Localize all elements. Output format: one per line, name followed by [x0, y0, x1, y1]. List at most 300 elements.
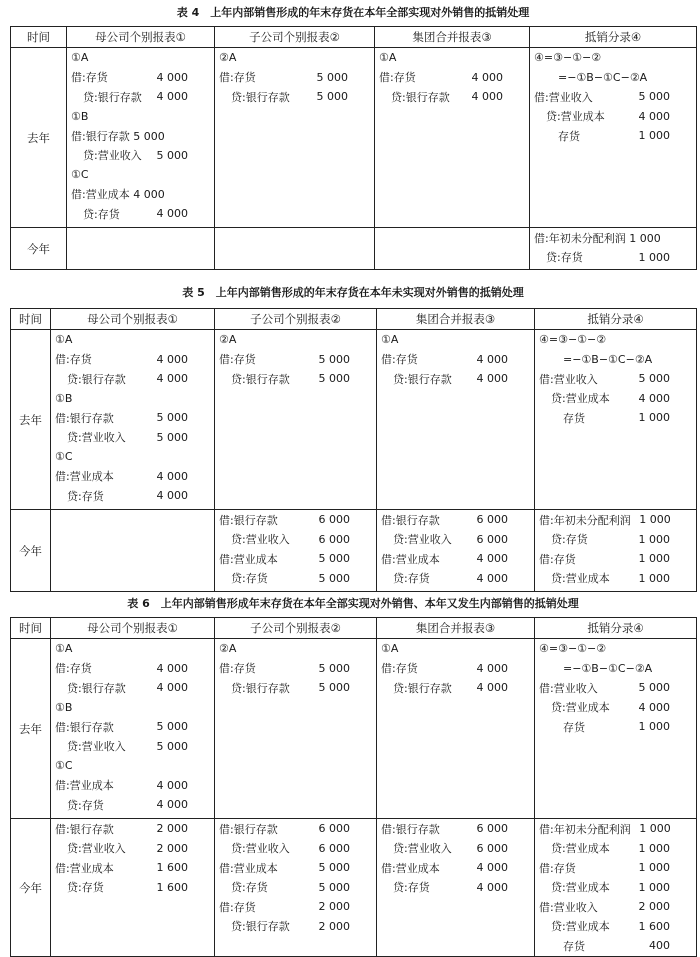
- entry-text: 贷:银行存款: [231, 90, 290, 104]
- entry-amount: 4 000: [471, 90, 503, 104]
- entry-text: ①B: [55, 391, 73, 405]
- sub-cell: [215, 330, 377, 510]
- entry-line: [377, 549, 534, 569]
- table-4: [10, 26, 697, 270]
- header-group: 集团合并报表③: [377, 618, 535, 639]
- entry-amount: 4 000: [476, 571, 508, 585]
- entry-text: 贷:银行存款: [67, 372, 126, 386]
- table-5-block: [10, 284, 696, 592]
- entry-line: [51, 350, 214, 370]
- entry-amount: 400: [649, 939, 670, 953]
- entry-text: 借:营业收入: [539, 372, 598, 386]
- entry-amount: 6 000: [476, 822, 508, 836]
- entry-line: [375, 48, 529, 68]
- entry-text: 借:存货: [219, 900, 256, 914]
- header-sub: 子公司个别报表②: [215, 618, 377, 639]
- entry-text: 借:存货: [539, 552, 576, 566]
- entry-amount: 6 000: [318, 532, 350, 546]
- entry-text: 贷:存货: [67, 489, 104, 503]
- entry-text: 贷:营业成本: [551, 572, 610, 586]
- header-elim: 抵销分录④: [535, 618, 697, 639]
- entry-line: [535, 369, 696, 389]
- entry-text: 借:营业收入: [534, 90, 593, 104]
- entry-amount: 6 000: [476, 513, 508, 527]
- entry-line: [530, 87, 696, 107]
- entry-amount: 4 000: [156, 207, 188, 221]
- group-cell: [375, 228, 530, 270]
- entry-amount: 6 000: [318, 841, 350, 855]
- entry-line: [51, 408, 214, 428]
- entry-line: [51, 737, 214, 757]
- entry-line: [535, 698, 696, 718]
- parent-cell: [67, 48, 215, 228]
- entry-amount: 1 000: [639, 513, 671, 527]
- entry-amount: 5 000: [156, 720, 188, 734]
- entry-line: [377, 369, 534, 389]
- entry-text: 借:存货: [55, 353, 92, 367]
- entry-amount: 5 000: [318, 861, 350, 875]
- entry-line: [51, 639, 214, 659]
- parent-cell: [67, 228, 215, 270]
- time-cell: 去年: [11, 48, 67, 228]
- entry-line: [215, 530, 376, 550]
- header-parent: 母公司个别报表①: [67, 27, 215, 48]
- sub-cell: [215, 510, 377, 592]
- entry-text: 贷:银行存款: [67, 681, 126, 695]
- entry-line: [51, 486, 214, 506]
- header-parent: 母公司个别报表①: [51, 309, 215, 330]
- table-5: [10, 308, 697, 592]
- entry-amount: 4 000: [156, 778, 188, 792]
- header-elim: 抵销分录④: [535, 309, 697, 330]
- entry-line: [377, 858, 534, 878]
- header-group: 集团合并报表③: [375, 27, 530, 48]
- entry-amount: 6 000: [318, 822, 350, 836]
- entry-line: [67, 68, 214, 88]
- entry-text: 贷:银行存款: [391, 90, 450, 104]
- entry-line: [535, 330, 696, 350]
- entry-line: [51, 858, 214, 878]
- header-time: 时间: [11, 618, 51, 639]
- sub-cell: [215, 819, 377, 957]
- group-cell: [377, 330, 535, 510]
- entry-line: [377, 330, 534, 350]
- entry-line: [215, 48, 374, 68]
- entry-text: 借:营业收入: [539, 681, 598, 695]
- entry-amount: 5 000: [156, 411, 188, 425]
- entry-text: 借:存货: [379, 71, 416, 85]
- entry-line: [67, 204, 214, 224]
- entry-text: 贷:存货: [393, 881, 430, 895]
- entry-text: ①A: [55, 333, 73, 347]
- entry-amount: 4 000: [156, 469, 188, 483]
- header-time: 时间: [11, 27, 67, 48]
- table-row: [11, 819, 697, 957]
- table-row: [11, 510, 697, 592]
- entry-text: =−①B−①C−②A: [563, 352, 653, 366]
- entry-text: 存货: [558, 129, 580, 143]
- entry-text: 借:年初未分配利润: [539, 822, 631, 836]
- entry-line: [51, 447, 214, 467]
- entry-amount: 4 000: [638, 109, 670, 123]
- entry-line: [215, 350, 376, 370]
- entry-text: ①A: [55, 642, 73, 656]
- parent-cell: [51, 819, 215, 957]
- entry-line: [215, 819, 376, 839]
- entry-line: [51, 330, 214, 350]
- entry-amount: 1 000: [639, 822, 671, 836]
- group-cell: [377, 510, 535, 592]
- entry-line: [535, 389, 696, 409]
- table-row: [11, 48, 697, 228]
- entry-amount: 5 000: [316, 70, 348, 84]
- entry-amount: 4 000: [638, 391, 670, 405]
- entry-line: [51, 467, 214, 487]
- entry-amount: 4 000: [156, 798, 188, 812]
- entry-line: [215, 839, 376, 859]
- parent-cell: [51, 330, 215, 510]
- entry-text: 贷:营业成本: [551, 392, 610, 406]
- entry-text: 借:年初未分配利润 1 000: [534, 231, 661, 245]
- entry-text: 借:营业成本: [55, 861, 114, 875]
- sub-cell: [215, 228, 375, 270]
- entry-text: 贷:存货: [67, 881, 104, 895]
- entry-amount: 5 000: [156, 148, 188, 162]
- group-cell: [375, 48, 530, 228]
- entry-amount: 5 000: [318, 681, 350, 695]
- time-cell: 今年: [11, 510, 51, 592]
- entry-text: ④=③−①−②: [539, 333, 607, 347]
- entry-line: [215, 878, 376, 898]
- entry-text: 借:存货: [381, 662, 418, 676]
- entry-text: 借:存货: [381, 353, 418, 367]
- entry-amount: 6 000: [318, 513, 350, 527]
- entry-amount: 1 000: [638, 880, 670, 894]
- entry-line: [51, 428, 214, 448]
- time-cell: 今年: [11, 228, 67, 270]
- entry-line: [51, 776, 214, 796]
- entry-text: ①C: [71, 168, 89, 182]
- header-parent: 母公司个别报表①: [51, 618, 215, 639]
- entry-text: 贷:银行存款: [231, 920, 290, 934]
- entry-line: [215, 569, 376, 589]
- entry-line: [535, 917, 696, 937]
- entry-text: 贷:存货: [231, 572, 268, 586]
- entry-text: 借:银行存款 5 000: [71, 129, 165, 143]
- table-header-row: [11, 618, 697, 639]
- entry-line: [67, 48, 214, 68]
- elim-cell: [535, 510, 697, 592]
- entry-line: [535, 819, 696, 839]
- entry-line: [535, 408, 696, 428]
- entry-text: ④=③−①−②: [534, 51, 602, 65]
- entry-line: [215, 917, 376, 937]
- entry-line: [377, 639, 534, 659]
- entry-text: ①A: [71, 51, 89, 65]
- time-cell: 去年: [11, 639, 51, 819]
- entry-amount: 4 000: [156, 352, 188, 366]
- entry-text: 借:营业成本: [219, 552, 278, 566]
- table-4-caption: 表 4 上年内部销售形成的年末存货在本年全部实现对外销售的抵销处理: [176, 6, 530, 19]
- entry-text: 贷:银行存款: [231, 681, 290, 695]
- entry-text: 贷:存货: [551, 533, 588, 547]
- entry-amount: 5 000: [318, 552, 350, 566]
- entry-amount: 5 000: [318, 880, 350, 894]
- sub-cell: [215, 639, 377, 819]
- entry-line: [215, 549, 376, 569]
- entry-amount: 1 000: [638, 411, 670, 425]
- table-6: [10, 617, 697, 957]
- entry-text: 贷:营业成本: [551, 881, 610, 895]
- entry-line: [51, 819, 214, 839]
- entry-text: ①B: [71, 109, 89, 123]
- sub-cell: [215, 48, 375, 228]
- entry-text: 贷:存货: [546, 251, 583, 265]
- entry-amount: 1 000: [638, 571, 670, 585]
- entry-line: [67, 107, 214, 127]
- entry-line: [67, 146, 214, 166]
- entry-line: [51, 659, 214, 679]
- entry-amount: 6 000: [476, 841, 508, 855]
- entry-text: 贷:营业收入: [67, 842, 126, 856]
- entry-amount: 1 000: [638, 250, 670, 264]
- entry-text: 借:存货: [71, 71, 108, 85]
- entry-amount: 4 000: [476, 372, 508, 386]
- entry-amount: 4 000: [156, 372, 188, 386]
- entry-line: [535, 839, 696, 859]
- table-6-block: [10, 595, 696, 953]
- entry-text: 贷:银行存款: [393, 681, 452, 695]
- header-time: 时间: [11, 309, 51, 330]
- entry-line: [530, 48, 696, 68]
- entry-line: [215, 897, 376, 917]
- entry-amount: 5 000: [638, 681, 670, 695]
- entry-amount: 5 000: [318, 661, 350, 675]
- entry-line: [215, 510, 376, 530]
- elim-cell: [535, 639, 697, 819]
- entry-line: [51, 878, 214, 898]
- entry-line: [535, 678, 696, 698]
- elim-cell: [530, 228, 697, 270]
- entry-line: [215, 330, 376, 350]
- entry-text: ②A: [219, 51, 237, 65]
- entry-text: 借:存货: [219, 353, 256, 367]
- entry-text: 贷:营业成本: [551, 920, 610, 934]
- entry-line: [377, 510, 534, 530]
- entry-line: [535, 569, 696, 589]
- entry-line: [51, 756, 214, 776]
- table-5-caption: 表 5 上年内部销售形成的年末存货在本年未实现对外销售的抵销处理: [182, 286, 524, 299]
- entry-text: 借:存货: [219, 662, 256, 676]
- group-cell: [377, 639, 535, 819]
- entry-text: 借:银行存款: [381, 822, 440, 836]
- entry-line: [535, 858, 696, 878]
- table-row: [11, 330, 697, 510]
- entry-text: 借:存货: [219, 71, 256, 85]
- entry-text: ①A: [381, 642, 399, 656]
- header-sub: 子公司个别报表②: [215, 27, 375, 48]
- entry-line: [377, 569, 534, 589]
- entry-text: 借:营业成本 4 000: [71, 188, 165, 202]
- entry-line: [530, 248, 696, 268]
- entry-line: [51, 698, 214, 718]
- entry-amount: 4 000: [156, 661, 188, 675]
- entry-amount: 4 000: [476, 880, 508, 894]
- entry-amount: 1 000: [638, 532, 670, 546]
- entry-line: [215, 369, 376, 389]
- entry-text: 贷:营业收入: [67, 431, 126, 445]
- entry-text: 贷:营业收入: [67, 740, 126, 754]
- entry-line: [67, 165, 214, 185]
- entry-text: 借:营业成本: [381, 861, 440, 875]
- entry-text: 贷:营业收入: [231, 842, 290, 856]
- entry-line: [530, 107, 696, 127]
- entry-text: 存货: [563, 720, 585, 734]
- entry-text: 贷:银行存款: [83, 90, 142, 104]
- entry-amount: 5 000: [156, 430, 188, 444]
- entry-line: [215, 858, 376, 878]
- entry-text: 贷:营业收入: [231, 533, 290, 547]
- entry-amount: 4 000: [156, 681, 188, 695]
- entry-amount: 1 600: [638, 919, 670, 933]
- entry-line: [377, 839, 534, 859]
- entry-line: [51, 795, 214, 815]
- elim-cell: [535, 330, 697, 510]
- entry-line: [51, 678, 214, 698]
- entry-line: [530, 228, 696, 248]
- entry-text: 借:银行存款: [381, 513, 440, 527]
- entry-line: [530, 68, 696, 88]
- entry-text: 借:银行存款: [55, 822, 114, 836]
- entry-text: ①A: [381, 333, 399, 347]
- table-header-row: [11, 27, 697, 48]
- time-cell: 去年: [11, 330, 51, 510]
- group-cell: [377, 819, 535, 957]
- entry-text: 借:营业收入: [539, 900, 598, 914]
- entry-text: 贷:存货: [231, 881, 268, 895]
- entry-amount: 4 000: [476, 552, 508, 566]
- entry-line: [51, 839, 214, 859]
- entry-amount: 5 000: [638, 90, 670, 104]
- entry-line: [215, 68, 374, 88]
- entry-text: 借:银行存款: [55, 411, 114, 425]
- table-4-block: [10, 4, 696, 272]
- entry-text: =−①B−①C−②A: [563, 661, 653, 675]
- entry-text: ①A: [379, 51, 397, 65]
- entry-amount: 1 000: [638, 861, 670, 875]
- entry-text: 贷:银行存款: [231, 372, 290, 386]
- entry-amount: 2 000: [638, 900, 670, 914]
- entry-text: 借:营业成本: [55, 779, 114, 793]
- entry-amount: 2 000: [156, 841, 188, 855]
- entry-text: =−①B−①C−②A: [558, 70, 648, 84]
- entry-amount: 1 000: [638, 552, 670, 566]
- entry-line: [377, 678, 534, 698]
- entry-line: [215, 678, 376, 698]
- entry-amount: 6 000: [476, 532, 508, 546]
- entry-line: [535, 530, 696, 550]
- entry-amount: 5 000: [318, 372, 350, 386]
- entry-amount: 4 000: [156, 90, 188, 104]
- elim-cell: [535, 819, 697, 957]
- entry-text: 贷:营业成本: [551, 701, 610, 715]
- entry-text: 贷:营业成本: [551, 842, 610, 856]
- entry-amount: 4 000: [638, 700, 670, 714]
- entry-amount: 2 000: [318, 900, 350, 914]
- entry-line: [377, 878, 534, 898]
- entry-amount: 4 000: [476, 661, 508, 675]
- entry-amount: 4 000: [156, 489, 188, 503]
- entry-amount: 4 000: [476, 352, 508, 366]
- header-group: 集团合并报表③: [377, 309, 535, 330]
- time-cell: 今年: [11, 819, 51, 957]
- entry-amount: 4 000: [476, 681, 508, 695]
- entry-line: [51, 389, 214, 409]
- entry-text: 借:存货: [55, 662, 92, 676]
- entry-amount: 1 000: [638, 720, 670, 734]
- entry-amount: 4 000: [156, 70, 188, 84]
- entry-amount: 1 600: [156, 880, 188, 894]
- entry-line: [67, 185, 214, 205]
- entry-amount: 1 000: [638, 129, 670, 143]
- entry-text: ①C: [55, 450, 73, 464]
- entry-text: 贷:存货: [393, 572, 430, 586]
- entry-line: [535, 897, 696, 917]
- entry-line: [67, 87, 214, 107]
- entry-text: 借:银行存款: [55, 720, 114, 734]
- entry-amount: 1 000: [638, 841, 670, 855]
- entry-text: 存货: [563, 411, 585, 425]
- entry-line: [535, 549, 696, 569]
- entry-line: [535, 878, 696, 898]
- entry-line: [377, 350, 534, 370]
- entry-text: 贷:存货: [83, 207, 120, 221]
- entry-text: 借:银行存款: [219, 513, 278, 527]
- table-row: [11, 228, 697, 270]
- entry-line: [215, 87, 374, 107]
- entry-amount: 1 600: [156, 861, 188, 875]
- entry-text: 存货: [563, 939, 585, 953]
- entry-text: 借:银行存款: [219, 822, 278, 836]
- entry-amount: 4 000: [476, 861, 508, 875]
- entry-text: 贷:营业收入: [393, 533, 452, 547]
- header-sub: 子公司个别报表②: [215, 309, 377, 330]
- parent-cell: [51, 639, 215, 819]
- entry-line: [377, 530, 534, 550]
- table-header-row: [11, 309, 697, 330]
- entry-text: 借:营业成本: [219, 861, 278, 875]
- elim-cell: [530, 48, 697, 228]
- entry-line: [215, 639, 376, 659]
- entry-line: [535, 510, 696, 530]
- entry-amount: 2 000: [156, 822, 188, 836]
- entry-amount: 5 000: [316, 90, 348, 104]
- entry-line: [377, 819, 534, 839]
- entry-text: 借:年初未分配利润: [539, 513, 631, 527]
- entry-text: ②A: [219, 642, 237, 656]
- entry-amount: 2 000: [318, 919, 350, 933]
- entry-line: [375, 68, 529, 88]
- entry-text: ①C: [55, 759, 73, 773]
- entry-line: [51, 369, 214, 389]
- entry-text: ②A: [219, 333, 237, 347]
- entry-amount: 5 000: [318, 352, 350, 366]
- entry-amount: 5 000: [318, 571, 350, 585]
- entry-line: [535, 717, 696, 737]
- entry-text: 贷:营业成本: [546, 110, 605, 124]
- entry-text: 借:营业成本: [55, 470, 114, 484]
- entry-amount: 5 000: [156, 739, 188, 753]
